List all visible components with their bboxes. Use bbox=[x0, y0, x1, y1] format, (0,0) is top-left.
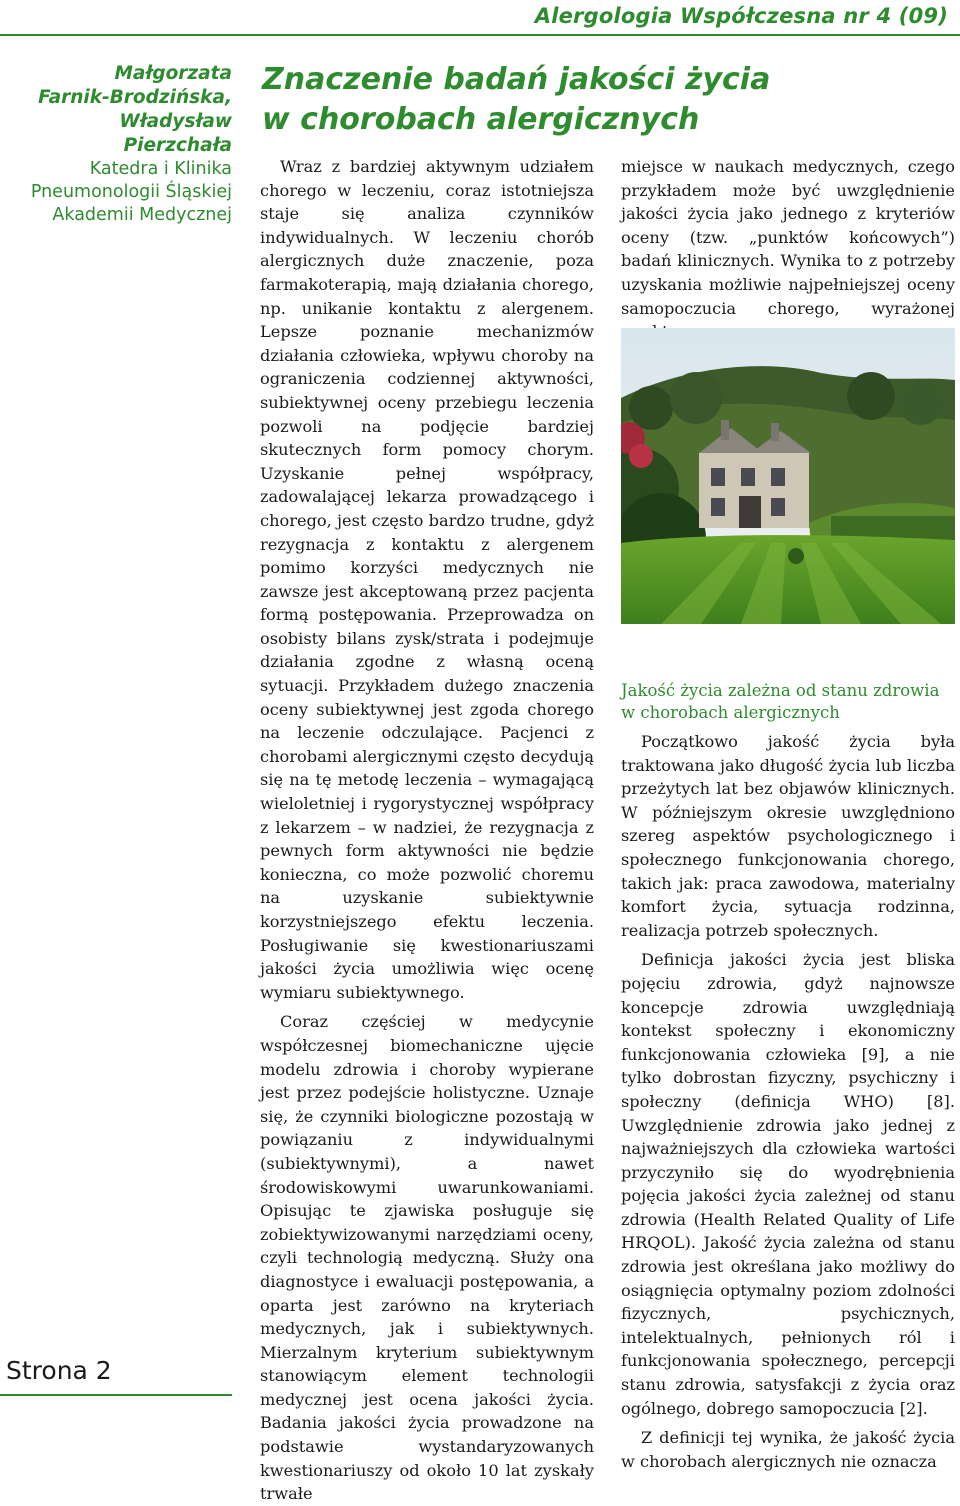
body-column-right-bottom bbox=[621, 680, 955, 1473]
author-name-line: Farnik-Brodzińska, bbox=[38, 87, 232, 108]
country-house-photo bbox=[621, 328, 955, 624]
page-rule bbox=[0, 1394, 232, 1396]
title-line: w chorobach alergicznych bbox=[262, 102, 700, 137]
body-column-left bbox=[260, 155, 594, 1506]
header-rule bbox=[0, 34, 960, 36]
journal-header: Alergologia Współczesna nr 4 (09) bbox=[534, 4, 948, 28]
body-paragraph: Wraz z bardziej aktywnym udziałem chorego w leczeniu, coraz istotniejsza staje się analiza czynników indywidualnych. W leczeniu chorób alergicznych duże znaczenie, poza farmakoterapią, mają działania chorego, np. unikanie kontaktu z alergenem. Lepsze poznanie mechanizmów działania człowieka, wpływu choroby na ograniczenia codziennej aktywności, subiektywnej oceny przebiegu leczenia pozwoli na podjęcie bardziej skutecznych form pomocy chorym. Uzyskanie pełnej współpracy, zadowalającej lekarza prowadzącego i chorego, jest często bardzo trudne, gdyż rezygnacja z kontaktu z alergenem pomimo korzyści medycznych nie zawsze jest akceptowaną przez pacjenta formą postępowania. Przeprowadza on osobisty bilans zysk/strata i podejmuje działania zgodne z własną oceną sytuacji. Przykładem dużego znaczenia oceny subiektywnej jest zgoda chorego na leczenie odczulające. Pacjenci z chorobami alergicznymi często decydują się na tę metodę leczenia – wymagającą wieloletniej i rygorystycznej współpracy z lekarzem – w nadziei, że rezygnacja z pewnych form aktywności nie będzie konieczna, co może pozwolić choremu na uzyskanie subiektywnie korzystniejszego efektu leczenia. Posługiwanie się kwestionariuszami jakości życia umożliwia więc ocenę wymiaru subiektywnego. bbox=[260, 157, 594, 1002]
author-name-line: Władysław bbox=[119, 111, 232, 132]
author-name-line: Pierzchała bbox=[123, 135, 232, 156]
subheading-line: w chorobach alergicznych bbox=[621, 703, 840, 722]
body-column-right-top bbox=[621, 155, 955, 344]
body-paragraph: Z definicji tej wynika, że jakość życia w chorobach alergicznych nie oznacza bbox=[621, 1428, 955, 1471]
author-sidebar bbox=[0, 62, 232, 227]
section-subheading bbox=[621, 680, 955, 724]
body-paragraph: Coraz częściej w medycynie współczesnej biomechaniczne ujęcie modelu zdrowia i choroby wypierane jest przez podejście holistyczne. Uznaje się, że czynniki biologiczne pozostają w powiązaniu z indywidualnymi (subiektywnymi), a nawet środowiskowymi uwarunkowaniami. Opisując te zjawiska posługuje się zobiektywizowanymi narzędziami oceny, czyli technologią medyczną. Służy ona diagnostyce i ewaluacji postępowania, a oparta jest zarówno na kryteriach medycznych, jak i subiektywnych. Mierzalnym kryterium subiektywnym stanowiącym element technologii medycznej jest ocena jakości życia. Badania jakości życia prowadzone na podstawie wystandaryzowanych kwestionariuszy od około 10 lat zyskały trwałe bbox=[260, 1012, 594, 1504]
title-line: Znaczenie badań jakości życia bbox=[262, 62, 771, 97]
article-title bbox=[262, 60, 952, 140]
affiliation-line: Akademii Medycznej bbox=[52, 205, 232, 225]
subheading-line: Jakość życia zależna od stanu zdrowia bbox=[621, 681, 940, 700]
affiliation-line: Pneumonologii Śląskiej bbox=[30, 182, 232, 202]
body-paragraph: Definicja jakości życia jest bliska pojęciu zdrowia, gdyż najnowsze koncepcje zdrowia uwzględniają kontekst społeczny i ekonomiczny funkcjonowania człowieka [9], a nie tylko dobrostan fizyczny, psychiczny i społeczny (definicja WHO) [8]. Uwzględnienie zdrowia jako jednej z najważniejszych dla człowieka wartości przyczyniło się do wyodrębnienia pojęcia jakości życia zależnej od stanu zdrowia (Health Related Quality of Life HRQOL). Jakość życia zależna od stanu zdrowia jest określana jako możliwy do osiągnięcia optymalny poziom zdolności fizycznych, psychicznych, intelektualnych, pełnionych ról i funkcjonowania społecznego, percepcji stanu zdrowia, satysfakcji z życia oraz ogólnego, dobrego samopoczucia [2]. bbox=[621, 950, 955, 1418]
affiliation-line: Katedra i Klinika bbox=[89, 159, 232, 179]
page-number: Strona 2 bbox=[6, 1356, 112, 1385]
author-name-line: Małgorzata bbox=[114, 63, 232, 84]
body-paragraph: miejsce w naukach medycznych, czego przykładem może być uwzględnienie jakości życia jako jednego z kryteriów oceny (tzw. „punktów końcowych”) badań klinicznych. Wynika to z potrzeby uzyskania możliwie najpełniejszej oceny samopoczucia chorego, wyrażonej bbox=[621, 157, 955, 318]
body-paragraph: Początkowo jakość życia była traktowana jako długość życia lub liczba przeżytych lat bez objawów klinicznych. W późniejszym okresie uwzględniono szereg aspektów psychologicznego i społecznego funkcjonowania chorego, takich jak: praca zawodowa, materialny komfort życia, sytuacja rodzinna, realizacja potrzeb społecznych. bbox=[621, 732, 955, 940]
